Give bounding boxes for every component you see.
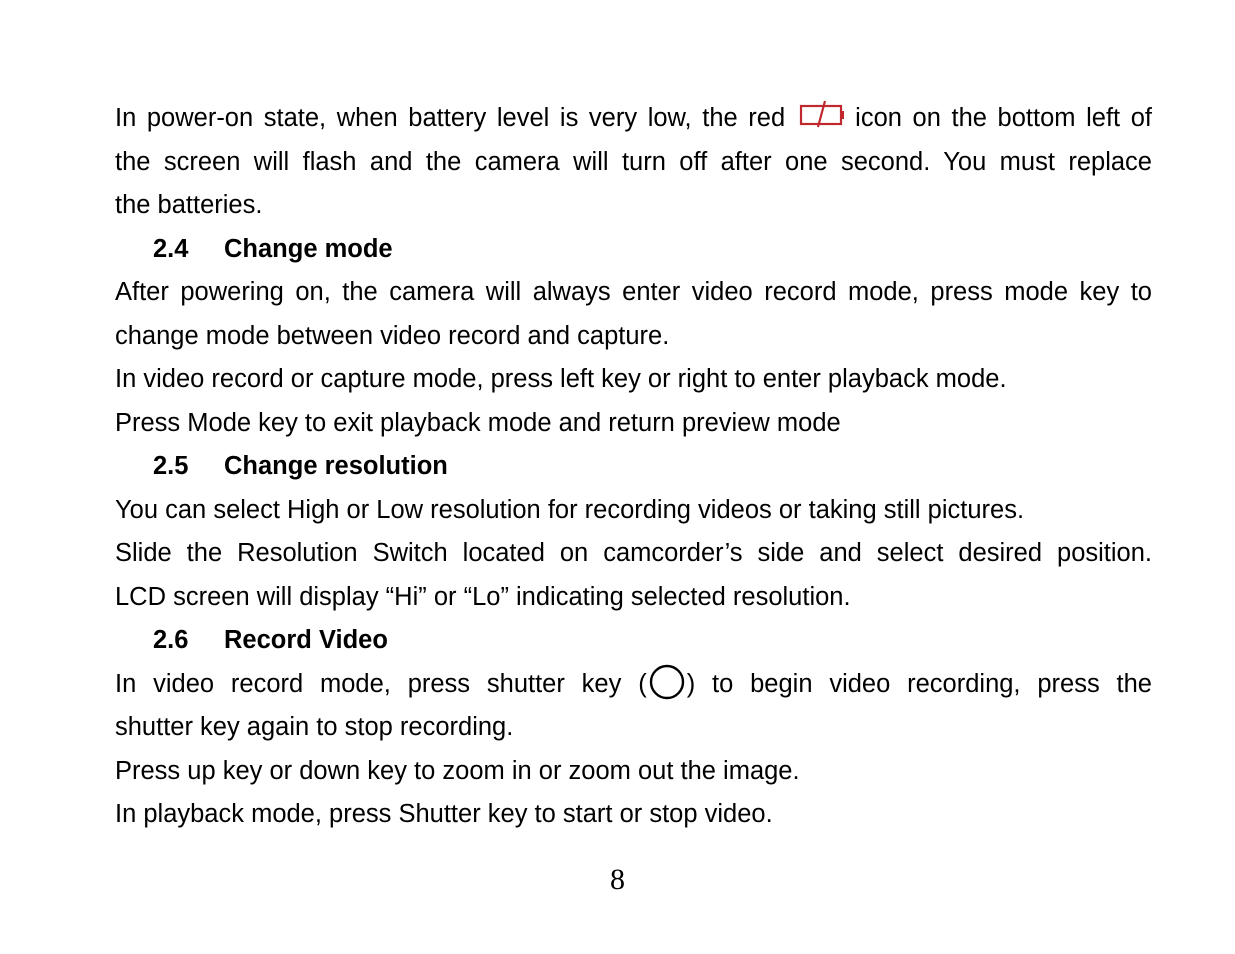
intro-line-1 [115,97,1152,141]
intro-text-b: icon on the bottom left of [855,104,1152,132]
record-video-line-1 [115,663,1152,707]
heading-change-mode [115,228,1152,272]
record-video-line-2: shutter key again to stop recording. [115,713,514,741]
section-title: Record Video [224,626,388,654]
record-text-b: ) to begin video recording, press the [686,669,1152,698]
change-mode-line-2: change mode between video record and capture. [115,321,670,350]
change-mode-line-4: Press Mode key to exit playback mode and return preview mode [115,408,841,437]
page-number: 8 [610,863,625,896]
shutter-key-icon [649,664,685,715]
record-text-a: In video record mode, press shutter key ( [115,669,647,698]
section-number: 2.6 [153,626,189,654]
intro-text-a: In power-on state, when battery level is very low, the red [115,104,786,132]
intro-line-2: the screen will flash and the camera will turn off after one second. You must replace [115,147,1152,176]
resolution-line-3: LCD screen will display “Hi” or “Lo” indicating selected resolution. [115,582,851,611]
record-video-line-3: Press up key or down key to zoom in or zoom out the image. [115,756,800,785]
resolution-line-1: You can select High or Low resolution for recording videos or taking still pictures. [115,495,1025,524]
section-title: Change resolution [224,452,448,480]
resolution-line-2: Slide the Resolution Switch located on camcorder’s side and select desired position. [115,539,1152,567]
change-mode-line-1: After powering on, the camera will always enter video record mode, press mode key to [115,278,1152,306]
change-mode-line-3: In video record or capture mode, press left key or right to enter playback mode. [115,365,1007,393]
record-video-line-4: In playback mode, press Shutter key to start or stop video. [115,800,773,828]
low-battery-icon [799,99,845,143]
section-number: 2.4 [153,234,189,263]
heading-change-resolution [115,445,1152,489]
section-title: Change mode [224,234,393,263]
intro-line-3: the batteries. [115,191,263,219]
section-number: 2.5 [153,452,189,480]
manual-page [115,97,1152,837]
heading-record-video [115,619,1152,663]
